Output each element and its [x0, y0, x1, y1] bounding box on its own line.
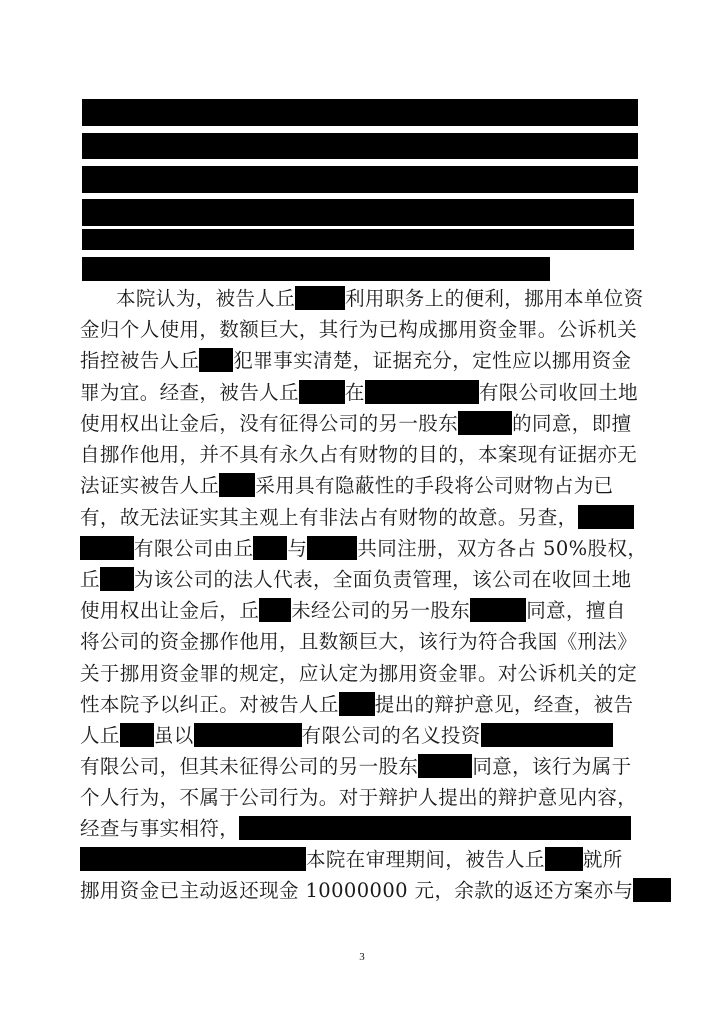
redaction [299, 380, 345, 404]
text-line-9: 有限公司由丘 与 共同注册，双方各占 50%股权， [80, 534, 640, 564]
redaction [239, 816, 631, 840]
text-line-7: 法证实被告人丘 采用具有隐蔽性的手段将公司财物占为已 [80, 474, 614, 497]
text-line-2: 金归个人使用，数额巨大，其行为已构成挪用资金罪。公诉机关 [80, 318, 638, 341]
redaction [295, 286, 345, 310]
redacted-line-2 [82, 133, 638, 159]
redaction [545, 847, 583, 871]
text-line-1: 本院认为，被告人丘 利用职务上的便利，挪用本单位资 [116, 287, 644, 310]
redaction [80, 847, 306, 871]
redaction [253, 536, 287, 560]
text-line-11: 使用权出让金后，丘 未经公司的另一股东 同意，擅自 [80, 599, 626, 622]
redaction [120, 723, 154, 747]
redaction [633, 878, 671, 902]
redacted-line-5 [82, 229, 634, 250]
redaction [259, 598, 291, 622]
redaction [199, 348, 233, 372]
text-line-6: 自挪作他用，并不具有永久占有财物的目的，本案现有证据亦无 [80, 443, 638, 466]
text-line-19: 本院在审理期间，被告人丘 就所 [80, 845, 640, 875]
redacted-line-4 [82, 199, 634, 226]
redaction [194, 723, 302, 747]
redaction [578, 505, 634, 529]
text-line-20: 挪用资金已主动返还现金 10000000 元，余款的返还方案亦与 [80, 876, 640, 906]
text-line-12: 将公司的资金挪作他用，且数额巨大，该行为符合我国《刑法》 [80, 630, 638, 653]
text-line-13: 关于挪用资金罪的规定，应认定为挪用资金罪。对公诉机关的定 [80, 662, 638, 685]
page-number: 3 [359, 951, 365, 963]
redaction [100, 567, 134, 591]
redaction [365, 380, 479, 404]
text-line-8: 有，故无法证实其主观上有非法占有财物的故意。另查， [80, 503, 640, 533]
redacted-line-1 [82, 99, 638, 126]
redacted-line-6 [82, 257, 550, 281]
redaction [307, 536, 357, 560]
text-line-18: 经查与事实相符， [80, 814, 640, 844]
redacted-line-3 [82, 166, 638, 193]
text-line-10: 丘 为该公司的法人代表，全面负责管理，该公司在收回土地 [80, 568, 632, 591]
redaction [219, 473, 255, 497]
text-line-15: 人丘 虽以 有限公司的名义投资 [80, 721, 640, 751]
text-line-16: 有限公司，但其未征得公司的另一股东 同意，该行为属于 [80, 755, 632, 778]
text-line-17: 个人行为，不属于公司行为。对于辩护人提出的辩护意见内容， [80, 786, 638, 809]
redaction [339, 692, 375, 716]
text-line-14: 性本院予以纠正。对被告人丘 提出的辩护意见，经查，被告 [80, 693, 634, 716]
text-line-5: 使用权出让金后，没有征得公司的另一股东 的同意，即擅 [80, 412, 632, 435]
redaction [418, 754, 472, 778]
redaction [470, 598, 526, 622]
text-line-3: 指控被告人丘 犯罪事实清楚，证据充分，定性应以挪用资金 [80, 349, 632, 372]
redaction [481, 723, 613, 747]
redaction [80, 536, 134, 560]
text-line-4: 罪为宜。经查，被告人丘 在 有限公司收回土地 [80, 381, 639, 404]
redaction [458, 411, 512, 435]
